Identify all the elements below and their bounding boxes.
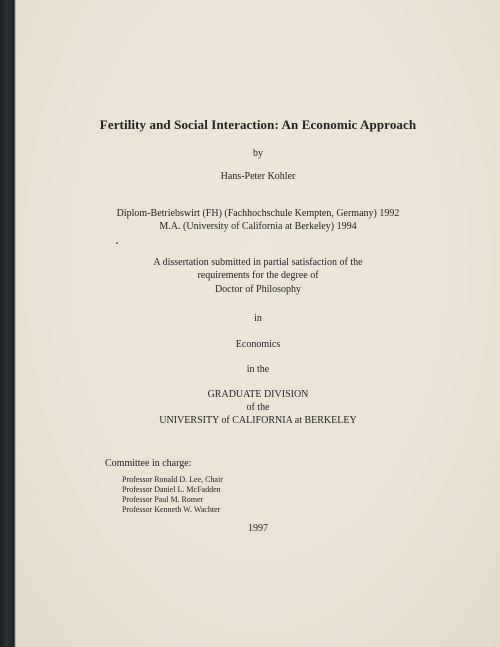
paper-sheet (16, 0, 500, 647)
in-line: in (254, 313, 262, 324)
statement-line-3: Doctor of Philosophy (214, 284, 302, 295)
by-line: by (253, 148, 263, 159)
division-line-1: GRADUATE DIVISION (207, 389, 309, 400)
field-of-study: Economics (235, 339, 281, 350)
statement-line-2: requirements for the degree of (197, 270, 319, 281)
division-line-3: UNIVERSITY of CALIFORNIA at BERKELEY (159, 415, 357, 426)
committee-member: Professor Ronald D. Lee, Chair (122, 475, 223, 484)
division-line-2: of the (246, 402, 270, 413)
in-the-line: in the (246, 364, 270, 375)
prior-degree-2: M.A. (University of California at Berkeley) 1994 (159, 221, 357, 232)
statement-line-1: A dissertation submitted in partial satisfaction of the (153, 257, 363, 268)
dissertation-title: Fertility and Social Interaction: An Economic Approach (99, 117, 417, 132)
committee-member: Professor Daniel L. McFadden (122, 485, 221, 494)
committee-heading: Committee in charge: (105, 458, 192, 469)
prior-degree-1: Diplom-Betriebswirt (FH) (Fachhochschule Kempten, Germany) 1992 (116, 208, 400, 219)
year: 1997 (248, 523, 268, 534)
committee-member: Professor Paul M. Romer (122, 495, 204, 504)
committee-member: Professor Kenneth W. Wachter (122, 505, 221, 514)
paper-speck (116, 242, 118, 244)
author-name: Hans-Peter Kohler (220, 171, 296, 182)
committee-members (122, 475, 223, 515)
